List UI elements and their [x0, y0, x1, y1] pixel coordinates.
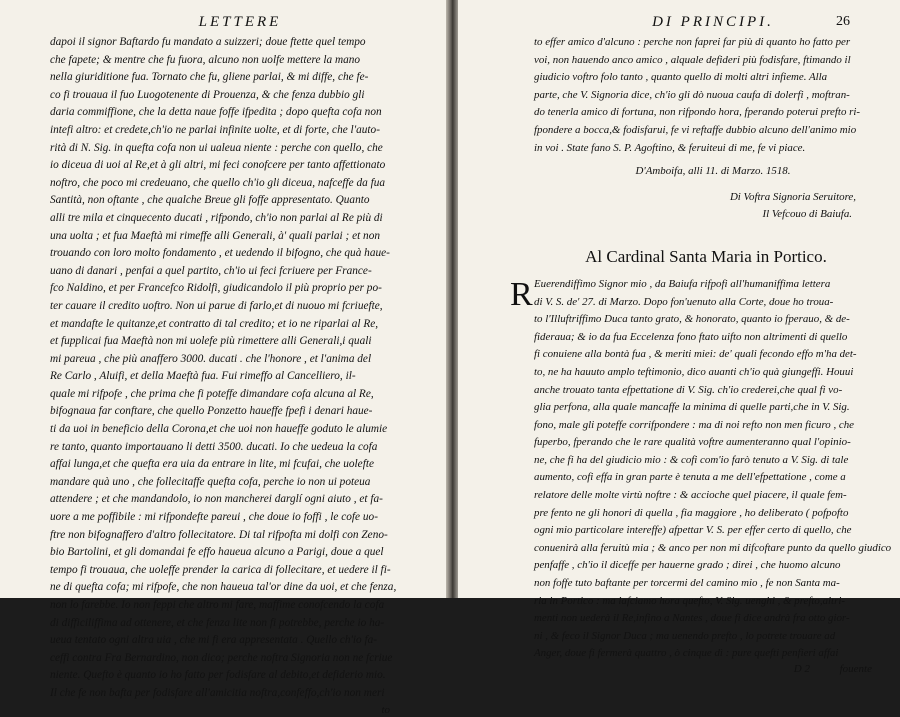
catchword-right: fouente: [839, 663, 872, 675]
signature-line-1: Di Voftra Signoria Seruitore,: [729, 190, 856, 203]
running-head-left: LETTERE: [198, 14, 282, 30]
text-line: intefi altro: et credete,ch'io ne parlai infinite uolte, et di forte, che l'auto-: [50, 123, 380, 136]
text-line: tempo fi trouaua, che uoleffe prender la carica di follecitare, et uedere il fi-: [50, 563, 391, 576]
text-line: aumento, cofi effa in gran parte è tenuta a me dell'efpettatione , come a: [534, 471, 846, 484]
text-line: affai lunga,et che quefta era uia da entrare in lite, mi fcufai, che uolefte: [50, 458, 374, 471]
letter-body: [510, 275, 892, 663]
text-line: voi, non hauendo anco amico , alquale defideri più fodisfare, ftimando il: [534, 53, 851, 66]
left-page: [0, 0, 446, 716]
text-line: do tenerla amico di fortuna, non rifpondo hora, fperando poterui prefto ri-: [534, 106, 861, 119]
text-line: di difficiliffima ad ottenere, et che fenza lite non fi potrebbe, perche io ha-: [50, 616, 385, 629]
text-line: alli tre mila et cinquecento ducati , rifpondo, ch'io non parlai al Re più di: [50, 211, 383, 224]
text-line: ogni mio particolare intereffe) afpettar V. S. per effer certo di quello, che: [534, 524, 852, 537]
letter-end-text: [534, 34, 892, 157]
left-page-text: [50, 34, 430, 703]
text-line: ftre non bifognaffero d'altro follecitatore. Di tal rifpofta mi dolfi con Zeno-: [50, 528, 388, 541]
text-line: trouando con loro molto fondamento , et uedendo il bifogno, che quà haue-: [50, 247, 390, 260]
right-page: [458, 0, 900, 675]
text-line: fi conuiene alla bontà fua , & meriti miei: de' quali fecondo effo m'ha det-: [534, 348, 857, 361]
text-line: re tanto, quanto importauano li detti 3500. ducati. Io che uedeua la cofa: [50, 440, 378, 453]
letter-body-text: [534, 276, 892, 663]
running-head-right: [534, 12, 892, 34]
text-line: ti da uoi in beneficio della Corona,et che uoi non haueffe goduto le alumie: [50, 423, 388, 436]
text-line: penfaffe , ch'io il diceffe per hauerne grado ; direi , che huomo alcuno: [534, 559, 841, 572]
text-line: et fupplicai fua Maeftà non mi uolefe più rimettere alli Generali,i quali: [50, 335, 372, 348]
text-line: et mandafte le quitanze,et contratto di tal credito; et io ne riparlai al Re,: [50, 317, 379, 330]
text-line: Santità, non oftante , che qualche Breue gli foffe appresentato. Quanto: [50, 194, 370, 207]
text-line: una uolta ; et fua Maeftà mi rimeffe alli Generali, à' quali parlai ; et non: [50, 229, 380, 242]
text-line: ueua tentato ogni altra uia , che mi fi era appresentata . Quello ch'io fa-: [50, 634, 378, 647]
text-line: nella giuriditione fua. Tornato che fu, gliene parlai, & mi diffe, che fe-: [50, 71, 369, 84]
text-line: uano di danari , penfai a quel partito, ch'io ui feci fcriuere per France-: [50, 264, 372, 277]
dateline: D'Amboifa, alli 11. di Marzo. 1518.: [635, 165, 791, 178]
text-line: glia perfona, alla quale mancaffe la minima di quelle parti,che in V. Sig.: [534, 401, 850, 414]
text-line: Anger, doue fi fermerà quattro , ò cinque dì : pure quefti penfieri affai: [534, 647, 839, 660]
page-number: 26: [836, 14, 850, 29]
text-line: fpondere a bocca,& fodisfarui, fe vi reftaffe dubbio alcuno dell'animo mio: [534, 123, 857, 136]
text-line: anche trouato tanta efpettatione di V. Sig. ch'io crederei,che qual fi vo-: [534, 383, 843, 396]
text-line: ria in Portico : ma lafciamo hora quefto, V. Sig. uenghi , & prefto,altri-: [534, 594, 845, 607]
text-line: ter cauare il credito uoftro. Non ui parue di farlo,et di nuouo mi fcriuefte,: [50, 299, 383, 312]
text-line: di V. S. de' 27. di Marzo. Dopo fon'uenuto alla Corte, doue ho troua-: [534, 295, 834, 308]
text-line: Re Carlo , Aluifi, et della Maeftà fua. Fui rimeffo al Cancelliero, il-: [50, 370, 356, 383]
letter-heading: Al Cardinal Santa Maria in Portico.: [585, 246, 827, 266]
text-line: in voi . State fano S. P. Agoftino, & feruiteui di me, fe vi piace.: [534, 141, 806, 154]
text-line: che fapete; & mentre che fu fuora, alcuno non uolfe mettere la mano: [50, 53, 361, 66]
text-line: ceffi contra Fra Bernardino, non dico; perche noftra Signoria non ne fcriue: [50, 651, 393, 664]
text-line: menti non uederà il Re,infino a Nantes , doue fi dice andrà fra otto gior-: [534, 612, 850, 625]
text-line: daria commiffione, che la detta naue foffe ifpedita ; dopo quefta cofa non: [50, 106, 382, 119]
text-line: dapoi il signor Baftardo fu mandato a suizzeri; doue ftette quel tempo: [50, 36, 366, 48]
text-line: relatore delle molte virtù noftre : & accioche quel piacere, il quale fem-: [534, 489, 847, 502]
text-line: niente. Quefto è quanto io ho fatto per fodisfare al debito,et defiderio mio.: [50, 669, 386, 682]
text-line: ne, che fi ha del giudicio mio : & cofi com'io farò tenuto a V. Sig. di tale: [534, 453, 849, 466]
text-line: pre fento ne gli honori di quella , fia maggiore , ho deliberato ( pofpofto: [534, 506, 849, 519]
text-line: mandare quà uno , che follecitaffe quefta cofa, perche io non ui poteua: [50, 475, 371, 488]
catchword-left: to: [381, 703, 390, 716]
text-line: quale mi rifpofe , che prima che fi poteffe dimandare cofa alcuna al Re,: [50, 387, 374, 400]
text-line: to l'Illuftriffimo Duca tanto grato, & honorato, quanto io fperauo, & de-: [534, 313, 850, 326]
text-line: fco Naldino, et per Francefco Ridolfi, giudicandolo il più proprio per po-: [50, 282, 382, 295]
text-line: parte, che V. Signoria dice, ch'io gli dò nuoua caufa di dolerfi , moftran-: [534, 88, 850, 101]
text-line: to effer amico d'alcuno : perche non faprei far più di quanto ho fatto per: [534, 36, 851, 48]
running-head-right-text: DI PRINCIPI.: [652, 14, 774, 30]
text-line: noftro, che poco mi credeuano, che quello ch'io gli diceua, nafceffe da fua: [50, 176, 386, 189]
text-line: conuenirà alla feruitù mia ; & anco per non mi difcoftare punto da quello giudico: [534, 541, 892, 554]
text-line: Euerendiffimo Signor mio , da Baiufa rifpofi all'humaniffima lettera: [534, 277, 831, 290]
text-line: non foffe tuto baftante per torcermi del camino mio , fe non Santa ma-: [534, 577, 840, 590]
text-line: io diceua di uoi al Re,et à gli altri, mi feci conofcere per tanto affettionato: [50, 159, 386, 172]
signature-line-2: Il Vefcouo di Baiufa.: [762, 208, 852, 221]
text-line: co fi trouaua il fuo Luogotenente di Prouenza, & che fenza dubbio gli: [50, 88, 365, 101]
drop-cap: R: [510, 275, 533, 313]
book-gutter: [446, 0, 458, 598]
page-footer: [534, 663, 892, 681]
text-line: bifognaua far conftare, che quello Ponzetto haueffe fpefi i denari haue-: [50, 405, 373, 418]
text-line: mi pareua , che più anaffero 3000. ducati . che l'honore , et l'anima del: [50, 352, 372, 365]
text-line: ni , & feco il Signor Duca ; ma uenendo prefto , lo potrete trouare ad: [534, 629, 836, 642]
text-line: fuperbo, fperando che le rare qualità voftre aumenteranno qual l'opinio-: [534, 436, 851, 449]
text-line: to, ne ha hauuto amplo teftimonio, dico auanti ch'io quà giungeffi. Houui: [534, 365, 854, 378]
text-line: ne di quefta cofa; mi rifpofe, che non haueua tal'or dine da uoi, et che fenza,: [50, 581, 397, 594]
text-line: fideraua; & io da fua Eccelenza fono ftato uifto non altrimenti di quello: [534, 330, 848, 343]
text-line: bio Bartolini, et gli domandai fe effo haueua alcuno a Parigi, doue a quel: [50, 546, 384, 559]
signature-mark: D 2: [793, 663, 810, 675]
text-line: uore a me poffibile : mi rifpondefte pareui , che doue io foffi , le cofe uo-: [50, 511, 378, 524]
text-line: attendere ; et che mandandolo, io non mancherei darglí ogni aiuto , et fa-: [50, 493, 383, 506]
text-line: fono, male gli poteffe corrifpondere : ma di noi refto non men ficuro , che: [534, 418, 855, 431]
text-line: Il che fe non bafta per fodisfare all'amicitia noftra,confeffo,ch'io non meri: [50, 686, 385, 699]
text-line: giudicio voftro folo tanto , quanto quello di molti altri infieme. Alla: [534, 71, 828, 84]
text-line: non lo farebbe. Io non feppi che altro mi fare, maffime conofcendo la cofa: [50, 599, 385, 611]
text-line: rità di N. Sig. in quefta cofa non ui ualeua niente : perche con quello, che: [50, 141, 383, 154]
